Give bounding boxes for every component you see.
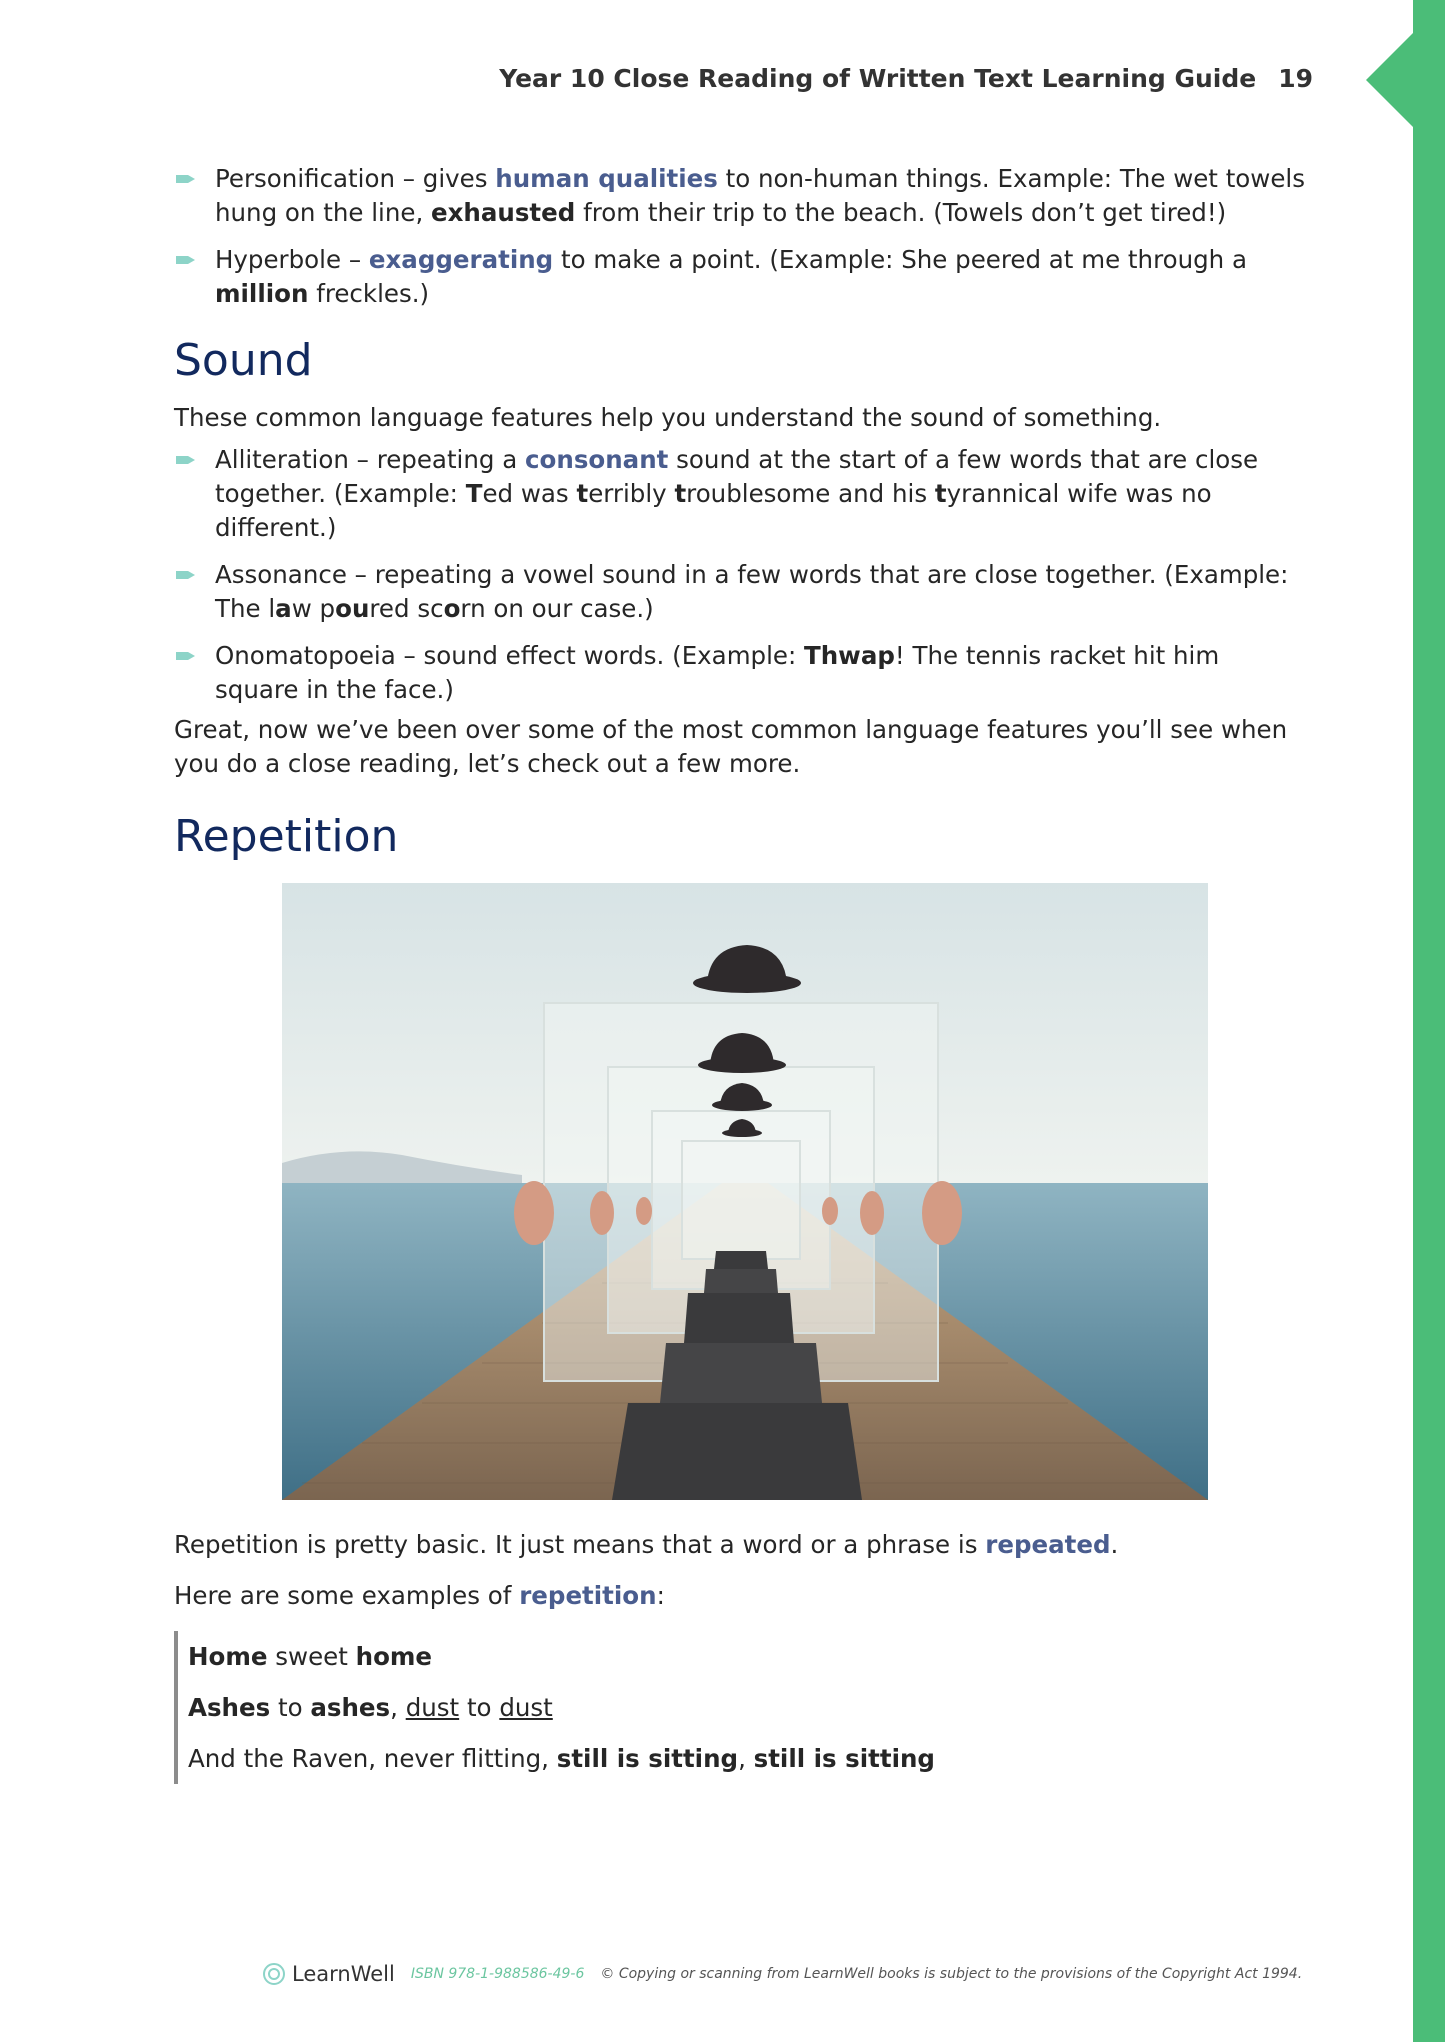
example-line-3: And the Raven, never flitting, still is sitting, still is sitting: [188, 1744, 935, 1773]
list-item-hyperbole: Hyperbole – exaggerating to make a point. (Example: She peered at me through a million freckles.): [174, 243, 1310, 311]
keyword: repetition: [519, 1581, 657, 1610]
example-line-2: Ashes to ashes, dust to dust: [188, 1693, 553, 1722]
keyword: consonant: [525, 445, 669, 474]
repetition-photo: [282, 883, 1208, 1500]
list-item-assonance: Assonance – repeating a vowel sound in a few words that are close together. (Example: The law poured scorn on our case.): [174, 558, 1310, 626]
repetition-definition: Repetition is pretty basic. It just means that a word or a phrase is repeated.: [174, 1530, 1119, 1559]
section-heading-repetition: Repetition: [174, 811, 399, 862]
bullet-arrow-icon: [176, 174, 196, 184]
bullet-arrow-icon: [176, 255, 196, 265]
page-edge-bar: [1413, 0, 1445, 2042]
keyword: human qualities: [495, 164, 718, 193]
bullet-arrow-icon: [176, 570, 196, 580]
example-line-1: Home sweet home: [188, 1642, 433, 1671]
list-item-alliteration: Alliteration – repeating a consonant sound at the start of a few words that are close together. (Example: Ted was terribly troublesome and his tyrannical wife was no different.): [174, 443, 1310, 545]
list-item-personification: Personification – gives human qualities to non-human things. Example: The wet towels hung on the line, exhausted from their trip to the beach. (Towels don’t get tired!): [174, 162, 1310, 230]
keyword: repeated: [985, 1530, 1111, 1559]
example-quote-block: [174, 1631, 1310, 1784]
list-item-onomatopoeia: Onomatopoeia – sound effect words. (Example: Thwap! The tennis racket hit him square in the face.): [174, 639, 1310, 707]
page-content: [174, 162, 1310, 1784]
page-number: 19: [1278, 64, 1313, 93]
page-tab-marker: [1366, 32, 1414, 128]
page-footer: [262, 1962, 1302, 1986]
isbn: ISBN 978-1-988586-49-6: [410, 1966, 585, 1982]
running-header: [499, 64, 1313, 93]
brand-name: LearnWell: [292, 1962, 395, 1986]
learnwell-logo-icon: [262, 1962, 286, 1986]
repetition-examples-intro: Here are some examples of repetition:: [174, 1581, 665, 1610]
keyword: exaggerating: [368, 245, 554, 274]
header-title: Year 10 Close Reading of Written Text Learning Guide: [499, 64, 1257, 93]
section-heading-sound: Sound: [174, 335, 313, 386]
bullet-arrow-icon: [176, 651, 196, 661]
sound-outro: Great, now we’ve been over some of the most common language features you’ll see when you do a close reading, let’s check out a few more.: [174, 715, 1288, 778]
copyright-notice: © Copying or scanning from LearnWell books is subject to the provisions of the Copyright Act 1994.: [600, 1966, 1303, 1982]
sound-intro: These common language features help you understand the sound of something.: [174, 403, 1162, 432]
bullet-arrow-icon: [176, 455, 196, 465]
